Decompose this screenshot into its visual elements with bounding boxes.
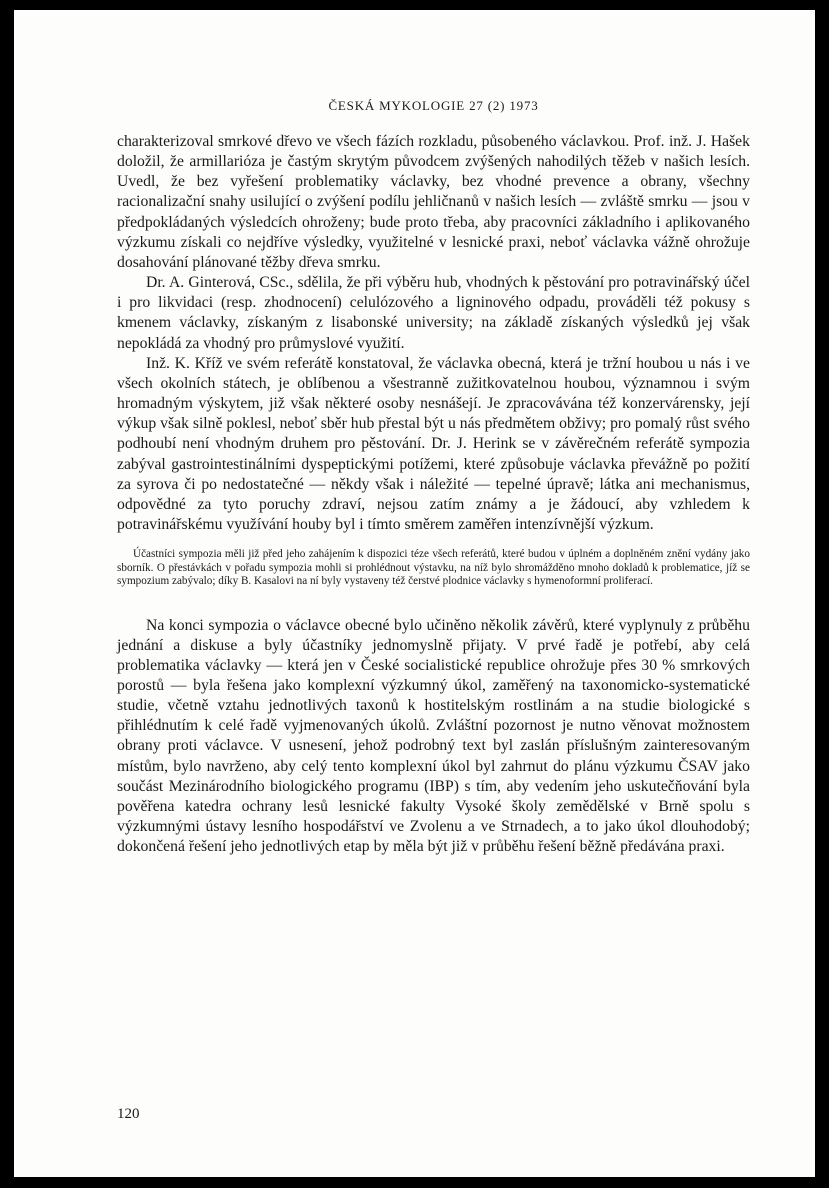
note-paragraph: Účastníci sympozia měli již před jeho zahájením k dispozici téze všech referátů, které budou v úplném a doplněném znění vydány jako sborník. O přestávkách v pořadu sympozia mohli si prohlédnout výstavku, na níž bylo shromážděno mnoho dokladů k problematice, jíž se sympozium zabývalo; díky B. Kasalovi na ní byly vystaveny též čerstvé plodnice václavky s hymenoformní proliferací. [117, 548, 750, 588]
page-content [117, 98, 750, 857]
paragraph-continued: charakterizoval smrkové dřevo ve všech fázích rozkladu, působeného václavkou. Prof. inž. J. Hašek doložil, že armillarióza je častým skrytým původcem zvýšených nahodilých těžeb v našich lesích. Uvedl, že bez vyřešení problematiky václavky, bez vhodné prevence a obrany, všechny racionalizační snahy usilující o zvýšení podílu jehličnanů v našich lesích — zvláště smrku — jsou v předpokládaných výsledcích ohroženy; bude proto třeba, aby pracovníci základního i aplikovaného výzkumu získali co nejdříve výsledky, využitelné v lesnické praxi, neboť václavka vážně ohrožuje dosahování plánované těžby dřeva smrku. [117, 133, 750, 271]
small-print-note [117, 548, 750, 589]
paragraph-kriz-herink: Inž. K. Kříž ve svém referátě konstatoval, že václavka obecná, která je tržní houbou u nás i ve všech okolních státech, je oblíbenou a všestranně zužitkovatelnou houbou, významnou i svým hromadným výskytem, již však některé osoby nesnášejí. Je zpracovávána též konzervárensky, její výkup však silně poklesl, neboť sběr hub přestal být u nás předmětem obživy; pro pomalý růst svého podhoubí není vhodným druhem pro pěstování. Dr. J. Herink se v závěrečném referátě sympozia zabýval gastrointestinálními dyspeptickými potížemi, které způsobuje václavka převážně po požití za syrova či po nedostatečné — někdy však i náležité — tepelné úpravě; látka ani mechanismus, odpovědné za tyto poruchy zdraví, nejsou zatím známy a je žádoucí, aby vzhledem k potravinářskému využívání houby byl i tímto směrem zaměřen intenzívnější výzkum. [117, 354, 750, 533]
running-header: ČESKÁ MYKOLOGIE 27 (2) 1973 [328, 98, 539, 113]
conclusion-paragraph: Na konci sympozia o václavce obecné bylo učiněno několik závěrů, které vyplynuly z průběhu jednání a diskuse a byly účastníky jednomyslně přijaty. V prvé řadě je potřebí, aby celá problematika václavky — která jen v České socialistické republice ohrožuje přes 30 % smrkových porostů — byla řešena jako komplexní výzkumný úkol, zaměřený na taxonomicko-systematické studie, včetně vztahu jednotlivých taxonů k hostitelským rostlinám a na studie biologické s přihlédnutím k celé řadě vyjmenovaných úkolů. Zvláštní pozornost je nutno věnovat možnostem obrany proti václavce. V usnesení, jehož podrobný text byl zaslán příslušným zainteresovaným místům, bylo navrženo, aby celý tento komplexní úkol byl zahrnut do plánu výzkumu ČSAV jako součást Mezinárodního biologického programu (IBP) s tím, aby vedením jeho uskutečňování byla pověřena katedra ochrany lesů lesnické fakulty Vysoké školy zemědělské v Brně spolu s výzkumnými ústavy lesního hospodářství ve Zvolenu a ve Strnadech, a to jako úkol dlouhodobý; dokončená řešení jeho jednotlivých etap by měla být již v průběhu řešení běžně předávána praxi. [117, 616, 750, 855]
document-page [14, 10, 815, 1177]
conclusion-section [117, 616, 750, 857]
page-number: 120 [117, 1106, 140, 1122]
body-text [117, 132, 750, 535]
paragraph-ginterova: Dr. A. Ginterová, CSc., sdělila, že při výběru hub, vhodných k pěstování pro potravinářský účel i pro likvidaci (resp. zhodnocení) celulózového a ligninového odpadu, prováděli též pokusy s kmenem václavky, získaným z lisabonské university; na základě získaných výsledků jej však nepokládá za vhodný pro průmyslové využití. [117, 274, 750, 352]
